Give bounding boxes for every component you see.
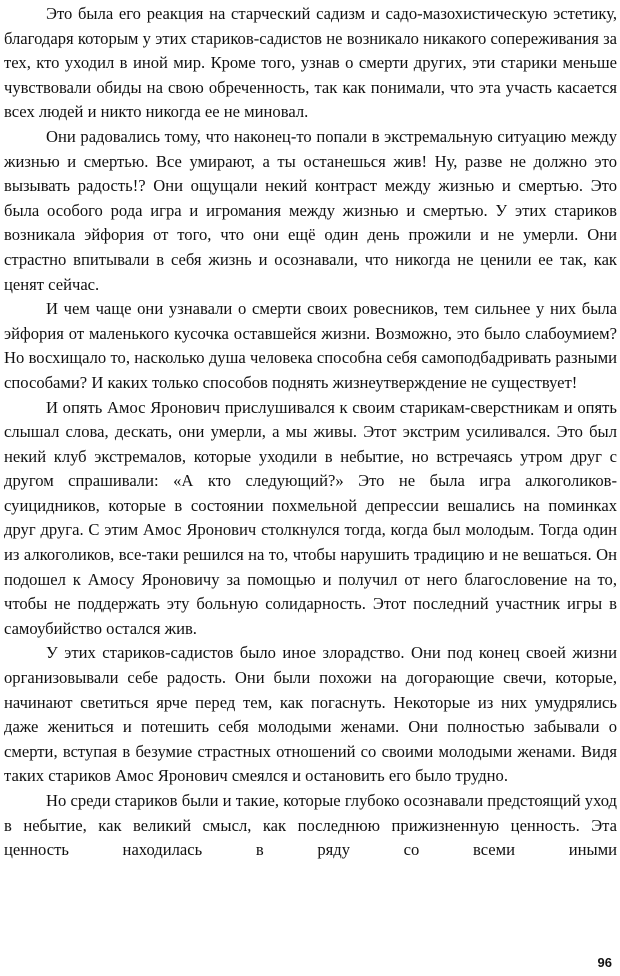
body-text — [4, 2, 617, 863]
paragraph: Это была его реакция на старческий садизм и садо-мазохистическую эстетику, благодаря которым у этих стариков-садистов не возникало никакого сопереживания за тех, кто уходил в иной мир. Кроме того, узнав о смерти других, эти старики меньше чувствовали обиды на свою обреченность, так как понимали, что эта участь касается всех людей и никто никогда ее не миновал. — [4, 4, 617, 122]
paragraph: И чем чаще они узнавали о смерти своих ровесников, тем сильнее у них была эйфория от маленького кусочка оставшейся жизни. Возможно, это было слабоумием? Но восхищало то, насколько душа человека способна себя самоподбадривать разными способами? И каких только способов поднять жизнеутверждение не существует! — [4, 299, 617, 392]
paragraph: И опять Амос Яронович прислушивался к своим старикам-сверстникам и опять слышал слова, дескать, они умерли, а мы живы. Этот экстрим усиливался. Это был некий клуб экстремалов, которые уходили в небытие, но встречаясь утром друг с другом спрашивали: «А кто следующий?» Это не была игра алкоголиков-суицидников, которые в состоянии похмельной депрессии вешались на поминках друг друга. С этим Амос Яронович столкнулся тогда, когда был молодым. Тогда один из алкоголиков, все-таки решился на то, чтобы нарушить традицию и не вешаться. Он подошел к Амосу Яроновичу за помощью и получил от него благословение на то, чтобы не поддержать эту больную солидарность. Этот последний участник игры в самоубийство остался жив. — [4, 397, 617, 638]
paragraph: У этих стариков-садистов было иное злорадство. Они под конец своей жизни организовывали себе радость. Они были похожи на догорающие свечи, которые, начинают светиться ярче перед тем, как погаснуть. Некоторые из них умудрялись даже жениться и потешить себя молодыми женами. Они полностью забывали о смерти, вступая в безумие страстных отношений со своими молодыми женами. Видя таких стариков Амос Яронович смеялся и остановить его было трудно. — [4, 643, 617, 786]
page-number: 96 — [597, 955, 612, 970]
paragraph: Но среди стариков были и такие, которые глубоко осознавали предстоящий уход в небытие, как великий смысл, как последнюю прижизненную ценность. Эта ценность находилась в ряду со всеми иными — [4, 791, 617, 860]
paragraph: Они радовались тому, что наконец-то попали в экстремальную ситуацию между жизнью и смертью. Все умирают, а ты останешься жив! Ну, разве не должно это вызывать радость!? Они ощущали некий контраст между жизнью и смертью. Это была особого рода игра и игромания между жизнью и смертью. У этих стариков возникала эйфория от того, что они ещё один день прожили и не умерли. Они страстно впитывали в себя жизнь и осознавали, что никогда не ценили ее так, как ценят сейчас. — [4, 126, 617, 294]
